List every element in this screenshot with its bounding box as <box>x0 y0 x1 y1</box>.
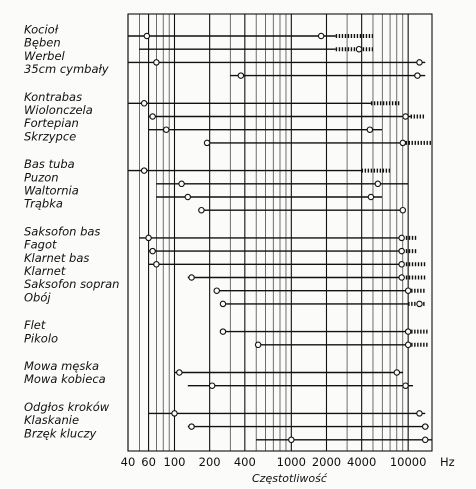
instrument-label: Mowa męska <box>24 359 100 373</box>
range-marker <box>177 370 182 375</box>
range-marker <box>144 33 149 38</box>
range-marker <box>417 301 422 306</box>
range-marker <box>150 114 155 119</box>
x-tick-label: 200 <box>198 455 221 469</box>
instrument-label: Odgłos kroków <box>24 399 110 414</box>
range-marker <box>189 424 194 429</box>
instrument-label: Mowa kobieca <box>24 372 106 387</box>
x-unit-label: Hz <box>440 455 455 469</box>
range-marker <box>214 288 219 293</box>
range-marker <box>417 411 422 416</box>
range-marker <box>141 101 146 106</box>
range-marker <box>368 194 373 199</box>
range-marker <box>154 262 159 267</box>
range-marker <box>289 437 294 442</box>
x-tick-label: 40 <box>120 455 136 469</box>
range-marker <box>417 60 422 65</box>
range-marker <box>399 248 404 253</box>
range-marker <box>172 411 177 416</box>
instrument-label: Fortepian <box>24 116 79 131</box>
instrument-label: 35cm cymbały <box>24 62 109 77</box>
range-marker <box>164 127 169 132</box>
instrument-label: Kontrabas <box>24 89 83 104</box>
range-marker <box>400 140 405 145</box>
x-tick-labels <box>121 455 427 469</box>
range-marker <box>405 288 410 293</box>
range-marker <box>399 262 404 267</box>
instrument-labels <box>24 23 119 441</box>
instrument-label: Bas tuba <box>24 157 75 172</box>
range-marker <box>199 208 204 213</box>
range-marker <box>415 73 420 78</box>
instrument-label: Obój <box>24 290 51 305</box>
range-marker <box>204 140 209 145</box>
instrument-label: Pikolo <box>24 331 59 346</box>
range-marker <box>356 47 361 52</box>
instrument-label: Puzon <box>24 170 59 185</box>
range-marker <box>423 437 428 442</box>
instrument-label: Trąbka <box>24 196 63 211</box>
instrument-label: Fagot <box>24 237 57 252</box>
range-marker <box>150 248 155 253</box>
range-marker <box>394 370 399 375</box>
instrument-label: Klaskanie <box>24 413 80 428</box>
instrument-label: Werbel <box>24 48 65 63</box>
range-marker <box>209 383 214 388</box>
x-tick-label: 10000 <box>389 455 427 469</box>
instrument-label: Waltornia <box>24 183 79 198</box>
range-marker <box>403 383 408 388</box>
range-marker <box>185 194 190 199</box>
range-marker <box>255 342 260 347</box>
instrument-label: Saksofon sopran <box>24 277 120 292</box>
range-marker <box>423 424 428 429</box>
range-marker <box>367 127 372 132</box>
range-marker <box>146 235 151 240</box>
range-marker <box>220 301 225 306</box>
x-tick-label: 400 <box>233 455 256 469</box>
range-marker <box>220 329 225 334</box>
x-tick-label: 100 <box>163 455 186 469</box>
range-marker <box>405 342 410 347</box>
range-marker <box>189 275 194 280</box>
range-marker <box>403 114 408 119</box>
instrument-label: Kocioł <box>24 22 59 37</box>
instrument-label: Flet <box>24 318 46 333</box>
instrument-label: Klarnet <box>24 264 66 278</box>
range-marker <box>399 235 404 240</box>
instrument-label: Skrzypce <box>24 129 77 144</box>
instrument-label: Bęben <box>24 35 61 50</box>
range-marker <box>154 60 159 65</box>
x-axis-label: Częstotliwość <box>252 472 327 485</box>
instrument-label: Wiolonczela <box>24 103 93 117</box>
instrument-label: Brzęk kluczy <box>24 426 97 441</box>
x-tick-label: 4000 <box>347 455 377 469</box>
range-marker <box>399 275 404 280</box>
range-marker <box>141 168 146 173</box>
x-tick-label: 60 <box>141 455 156 469</box>
range-marker <box>318 33 323 38</box>
range-marker <box>179 181 184 186</box>
range-marker <box>400 208 405 213</box>
x-tick-label: 2000 <box>311 455 342 469</box>
instrument-label: Saksofon bas <box>24 224 101 239</box>
range-marker <box>375 181 380 186</box>
range-marker <box>238 73 243 78</box>
range-marker <box>405 329 410 334</box>
x-tick-label: 1000 <box>276 455 306 469</box>
instrument-label: Klarnet bas <box>24 250 90 265</box>
